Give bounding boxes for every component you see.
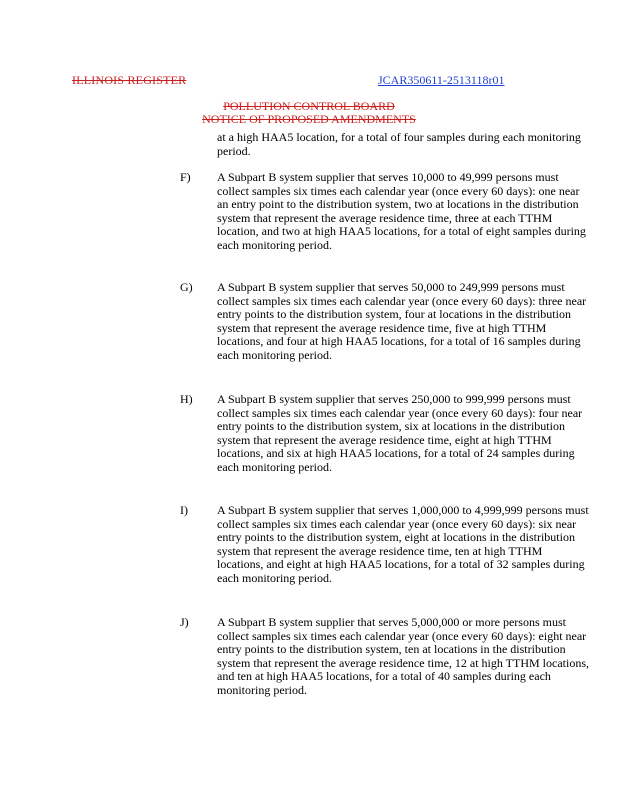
notice-title: NOTICE OF PROPOSED AMENDMENTS (202, 112, 416, 126)
item-text: A Subpart B system supplier that serves 5,000,000 or more persons must collect samples six times each calendar year (once every 60 days): eight near entry points to the distribution system, ten at locations in the distribution system that represent the average residence time, 12 at high TTHM locations, and ten at high HAA5 locations, for a total of 40 samples during each monitoring period. (217, 615, 589, 697)
item-text: A Subpart B system supplier that serves 1,000,000 to 4,999,999 persons must collect samples six times each calendar year (once every 60 days): six near entry points to the distribution system, eight at locations in the distribution system that represent the average residence time, ten at high TTHM locations, and eight at high HAA5 locations, for a total of 32 samples during each monitoring period. (217, 503, 589, 585)
continuation-text: at a high HAA5 location, for a total of four samples during each monitoring period. (217, 130, 581, 158)
item-text: A Subpart B system supplier that serves 50,000 to 249,999 persons must collect samples six times each calendar year (once every 60 days): three near entry points to the distribution system, four at locations in the distribution system that represent the average residence time, five at high TTHM locations, and four at high HAA5 locations, for a total of 16 samples during each monitoring period. (217, 280, 587, 362)
register-title: ILLINOIS REGISTER (72, 73, 187, 87)
item-label: J) (180, 615, 189, 629)
page-heading (0, 100, 618, 126)
item-text: A Subpart B system supplier that serves 250,000 to 999,999 persons must collect samples six times each calendar year (once every 60 days): four near entry points to the distribution system, six at locations in the distribution system that represent the average residence time, eight at high TTHM locations, and six at high HAA5 locations, for a total of 24 samples during each monitoring period. (217, 392, 583, 474)
jcar-reference-link[interactable]: JCAR350611-2513118r01 (378, 73, 505, 87)
item-label: F) (180, 170, 191, 184)
item-label: H) (180, 392, 193, 406)
item-text: A Subpart B system supplier that serves 10,000 to 49,999 persons must collect samples six times each calendar year (once every 60 days): one near an entry point to the distribution system, two at locations in the distribution system that represent the average residence time, three at each TTHM location, and two at high HAA5 locations, for a total of eight samples during each monitoring period. (217, 170, 586, 252)
item-label: I) (180, 503, 188, 517)
item-label: G) (180, 280, 193, 294)
board-name: POLLUTION CONTROL BOARD (223, 99, 395, 113)
